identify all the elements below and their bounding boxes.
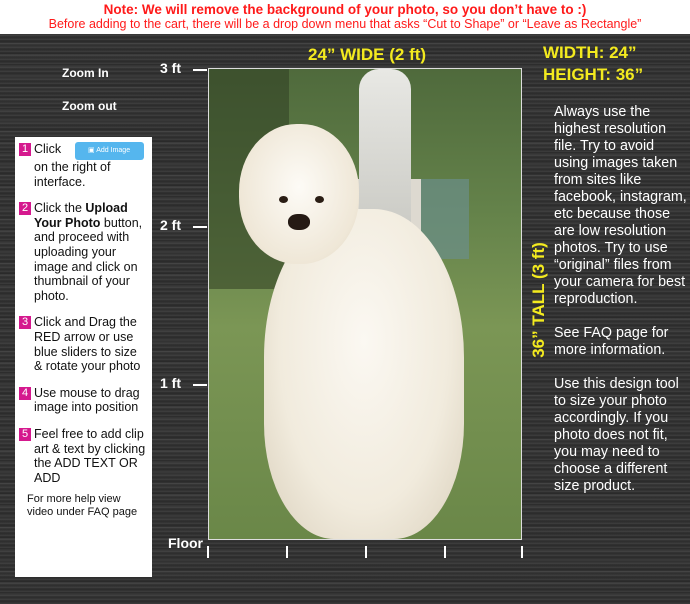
step-2-text-post: button, and proceed with uploading your image and click on thumbnail of your photo.: [34, 215, 143, 303]
dog-photo-canvas[interactable]: [208, 68, 522, 540]
step-1: [19, 142, 147, 189]
step-2-text-pre: Click the: [34, 201, 86, 216]
step-4: [19, 386, 147, 415]
floor-tick: [521, 546, 523, 558]
help-text: For more help view video under FAQ page: [27, 493, 138, 519]
step-1-text-post: on the right of interface.: [34, 160, 111, 189]
step-5: [19, 427, 147, 485]
dog-eye: [315, 196, 324, 203]
scale-label-3ft: 3 ft: [160, 60, 181, 76]
zoom-out-button[interactable]: Zoom out: [62, 99, 117, 113]
step-number: 5: [19, 428, 31, 441]
floor-tick: [365, 546, 367, 558]
step-2-bold: Upload Your Photo: [34, 201, 128, 230]
step-2: [19, 201, 147, 303]
step-number: 3: [19, 316, 31, 329]
step-4-text: Use mouse to drag image into position: [34, 385, 140, 415]
instructions-panel: [15, 137, 152, 577]
floor-tick: [286, 546, 288, 558]
dog-nose: [288, 214, 310, 230]
dog-eye: [279, 196, 288, 203]
step-3-text: Click and Drag the RED arrow or use blue sliders to size & rotate your photo: [34, 315, 141, 374]
height-label-text: 36” TALL (3 ft): [529, 242, 548, 358]
scale-tick: [193, 226, 207, 228]
notice-line-2: Before adding to the cart, there will be a drop down menu that asks “Cut to Shape” or “Leave as Rectangle”: [48, 17, 642, 31]
dimension-width: WIDTH: 24”: [543, 43, 637, 62]
step-number: 2: [19, 202, 31, 215]
dog-head: [239, 124, 359, 264]
background-removal-notice: [0, 0, 690, 34]
scale-label-1ft: 1 ft: [160, 375, 181, 391]
scale-tick: [193, 69, 207, 71]
step-number: 4: [19, 387, 31, 400]
info-design-tool: Use this design tool to size your photo accordingly. If you photo does not fit, you may need to choose a different size product.: [554, 376, 679, 494]
step-1-text-pre: Click: [34, 142, 62, 156]
scale-label-2ft: 2 ft: [160, 217, 181, 233]
step-number: 1: [19, 143, 31, 156]
dimension-height: HEIGHT: 36”: [543, 65, 644, 84]
scale-tick: [193, 384, 207, 386]
step-5-text: Feel free to add clip art & text by clicking the ADD TEXT OR ADD: [34, 426, 146, 485]
scale-label-floor: Floor: [168, 535, 203, 551]
step-3: [19, 315, 147, 373]
width-title: 24” WIDE (2 ft): [308, 45, 427, 64]
zoom-in-button[interactable]: Zoom In: [62, 66, 109, 80]
notice-line-1: Note: We will remove the background of your photo, so you don’t have to :): [103, 2, 587, 17]
floor-tick: [207, 546, 209, 558]
info-faq: See FAQ page for more information.: [554, 325, 669, 358]
add-image-button-label: Add Image: [96, 147, 131, 154]
info-text-column: [554, 104, 690, 512]
dimensions-label: [543, 42, 643, 86]
info-resolution: Always use the highest resolution file. Try to avoid using images taken from sites like facebook, instagram, etc because those are low resolution photos. Try to use “original” files from your camera for best reproduction.: [554, 104, 687, 307]
add-image-button[interactable]: [75, 142, 144, 160]
floor-tick: [444, 546, 446, 558]
image-icon: ▣: [88, 147, 95, 154]
